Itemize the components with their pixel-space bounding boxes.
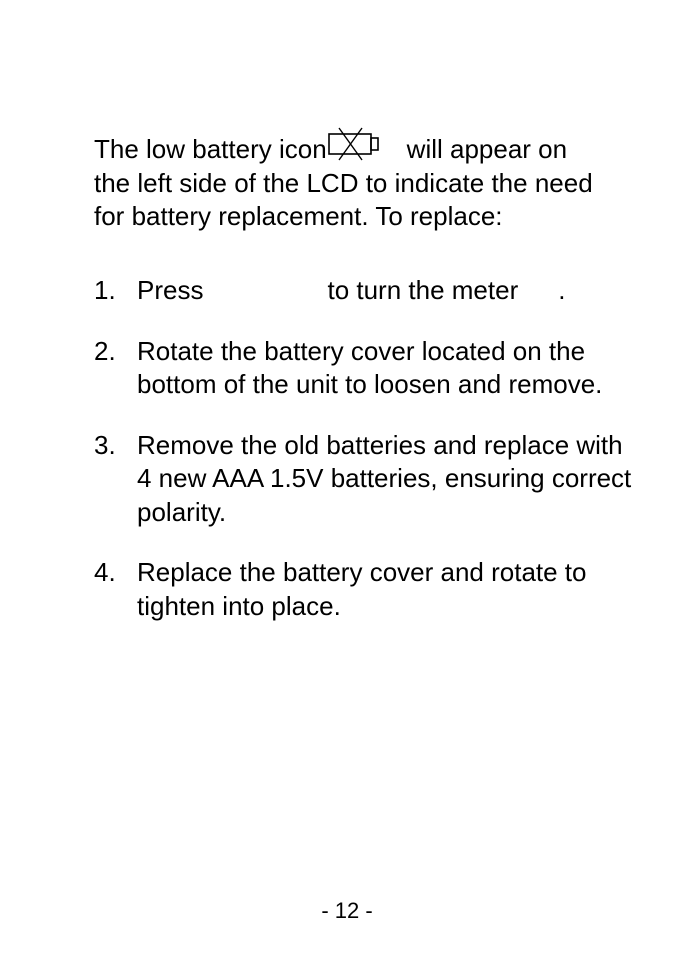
step-number: 1.: [94, 275, 116, 305]
step-2: [94, 335, 634, 402]
replacement-steps: [94, 274, 634, 650]
step-1-text-period: .: [558, 275, 566, 305]
step-1-text-press: Press: [137, 275, 204, 305]
low-battery-icon: [328, 126, 386, 162]
step-4: [94, 556, 634, 623]
step-1: [94, 274, 634, 308]
step-1-text-turn: to turn the meter: [327, 275, 519, 305]
intro-text-after-icon: will appear on the left side of the LCD to indicate the need for battery replacement. To replace:: [94, 134, 593, 231]
intro-paragraph: [94, 126, 594, 234]
step-4-text: Replace the battery cover and rotate to tighten into place.: [137, 557, 587, 621]
step-3-text: Remove the old batteries and replace with 4 new AAA 1.5V batteries, ensuring correct polarity.: [137, 429, 632, 527]
step-3: [94, 429, 634, 530]
page-number: - 12 -: [321, 898, 373, 923]
step-number: 3.: [94, 429, 116, 460]
step-2-text: Rotate the battery cover located on the bottom of the unit to loosen and remove.: [137, 335, 603, 399]
step-number: 2.: [94, 335, 116, 366]
intro-text-before-icon: The low battery icon: [94, 134, 327, 164]
step-number: 4.: [94, 557, 116, 587]
